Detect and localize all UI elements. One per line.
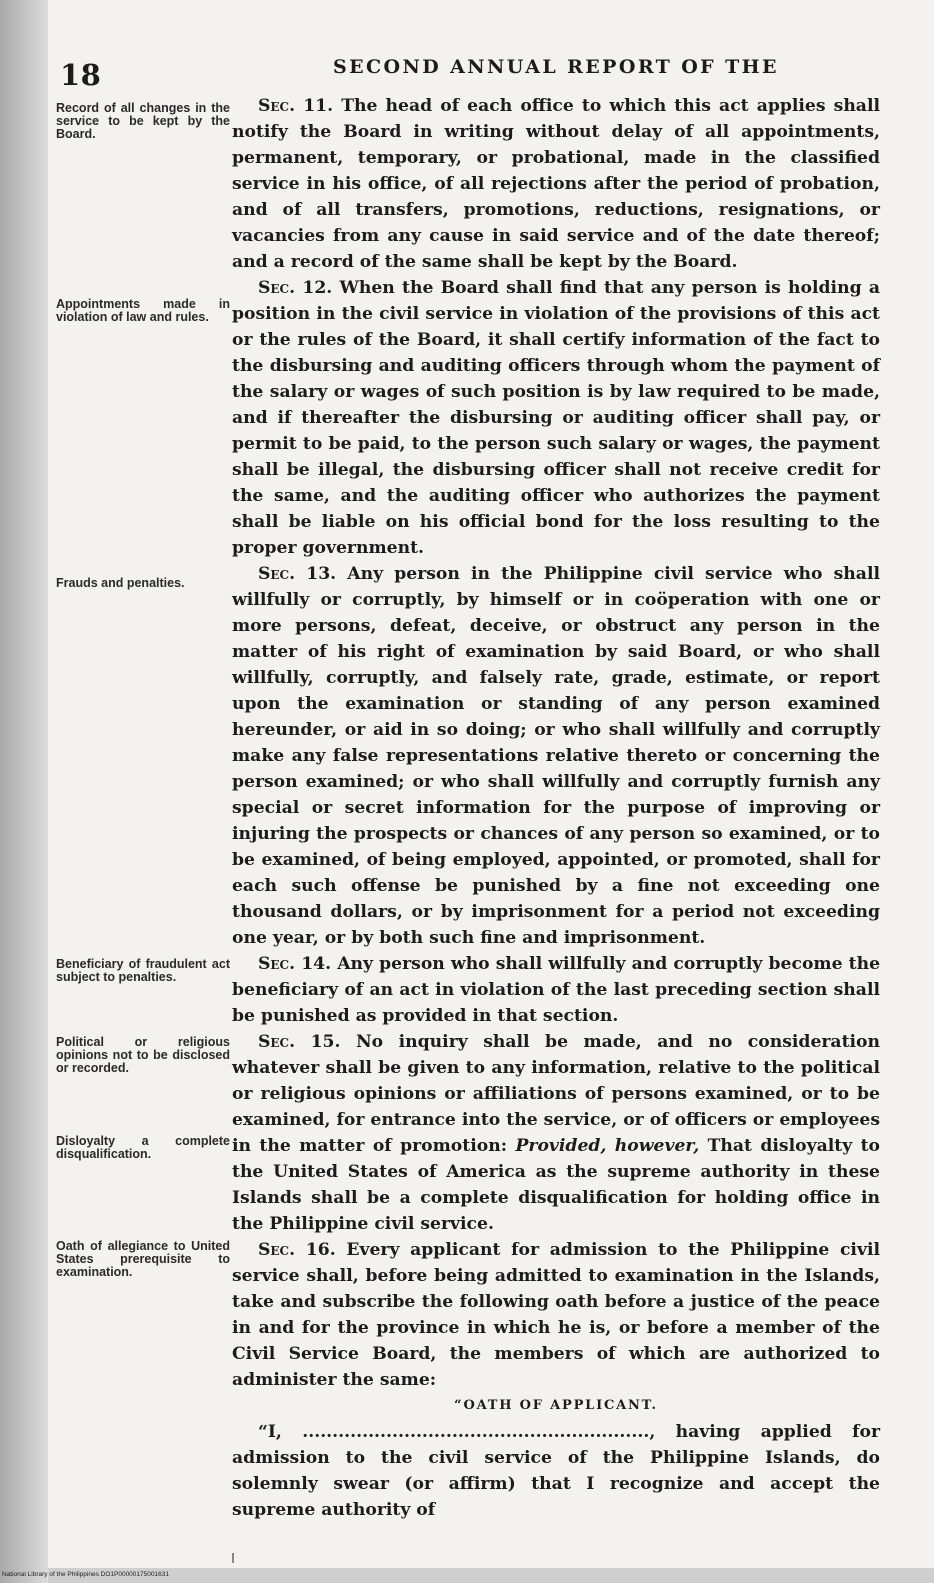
body-text bbox=[232, 93, 880, 1523]
section-text: No inquiry shall be made, and no consideration whatever shall be given to any information, relative to the political or religious opinions or affiliations of persons examined, or to be examined, for entrance into the service, or of officers or employees in the matter of promotion: bbox=[232, 1032, 880, 1156]
oath-opening: “I, bbox=[258, 1422, 282, 1442]
margin-note-oath-allegiance: Oath of allegiance to United States prerequisite to examination. bbox=[56, 1239, 230, 1279]
section-label: Sec. 14. bbox=[258, 954, 332, 974]
oath-body: , having applied for admission to the civil service of the Philippine Islands, do solemnly swear (or affirm) that I recognize and accept the supreme authority of bbox=[232, 1422, 881, 1520]
section-text: Every applicant for admission to the Philippine civil service shall, before being admitted to examination in the Islands, take and subscribe the following oath before a justice of the peace in and for the province in which he is, or before a member of the Civil Service Board, the members of which are authorized to administer the same: bbox=[232, 1240, 880, 1390]
scan-mark bbox=[232, 1553, 234, 1563]
section-label: Sec. 16. bbox=[258, 1240, 336, 1260]
section-14 bbox=[232, 951, 880, 1029]
section-text: When the Board shall find that any person is holding a position in the civil service in violation of the provisions of this act or the rules of the Board, it shall certify information of the fact to the disbursing and auditing officers through whom the payment of the salary or wages of such position is by law required to be made, and if thereafter the disbursing or auditing officer shall pay, or permit to be paid, to the person such salary or wages, the payment shall be illegal, the disbursing officer shall not receive credit for the same, and the auditing officer who authorizes the payment shall be liable on his official bond for the loss resulting to the proper government. bbox=[232, 278, 881, 558]
oath-text bbox=[232, 1419, 880, 1523]
margin-note-appointments-violation: Appointments made in violation of law and rules. bbox=[56, 297, 230, 324]
page-number: 18 bbox=[60, 58, 102, 92]
margin-note-record-of-changes: Record of all changes in the service to be kept by the Board. bbox=[56, 101, 230, 141]
section-11 bbox=[232, 93, 880, 275]
section-label: Sec. 12. bbox=[258, 278, 333, 298]
section-text: Any person in the Philippine civil service who shall willfully or corruptly, by himself or in coöperation with one or more persons, defeat, deceive, or obstruct any person in the matter of his right of examination by said Board, or who shall willfully, corruptly, and falsely rate, grade, estimate, or report upon the examination or standing of any person examined hereunder, or aid in so doing; or who shall willfully and corruptly make any false representations relative thereto or concerning the person examined; or who shall willfully and corruptly furnish any special or secret information for the purpose of improving or injuring the prospects or chances of any person so examined, or to be examined, of being employed, appointed, or promoted, shall for each such offense be punished by a fine not exceeding one thousand dollars, or by imprisonment for a period not exceeding one year, or by both such fine and imprisonment. bbox=[232, 564, 880, 948]
oath-heading: “OATH OF APPLICANT. bbox=[454, 1398, 658, 1413]
running-head: SECOND ANNUAL REPORT OF THE bbox=[333, 56, 779, 78]
section-label: Sec. 15. bbox=[258, 1032, 341, 1052]
section-text: That disloyalty to the United States of America as the supreme authority in these Islands shall be a complete disqualification for holding office in the Philippine civil service. bbox=[232, 1136, 880, 1234]
section-label: Sec. 11. bbox=[258, 96, 334, 116]
margin-note-political-opinions: Political or religious opinions not to be disclosed or recorded. bbox=[56, 1035, 230, 1075]
footer-source: National Library of the Philippines DO1P00000175001631 bbox=[2, 1571, 169, 1578]
margin-note-disloyalty: Disloyalty a complete disqualification. bbox=[56, 1134, 230, 1161]
section-12 bbox=[232, 275, 880, 561]
oath-blank-line: .......................................................... bbox=[302, 1422, 650, 1442]
section-label: Sec. 13. bbox=[258, 564, 337, 584]
margin-note-frauds-penalties: Frauds and penalties. bbox=[56, 576, 185, 590]
section-text: The head of each office to which this act applies shall notify the Board in writing without delay of all appointments, permanent, temporary, or probational, made in the classified service in his office, of all rejections after the period of probation, and of all transfers, promotions, reductions, resignations, or vacancies from any cause in said service and of the date thereof; and a record of the same shall be kept by the Board. bbox=[232, 96, 881, 272]
section-16 bbox=[232, 1237, 880, 1393]
section-13 bbox=[232, 561, 880, 951]
section-15 bbox=[232, 1029, 880, 1237]
margin-note-beneficiary: Beneficiary of fraudulent act subject to penalties. bbox=[56, 957, 230, 984]
proviso: Provided, however, bbox=[515, 1136, 700, 1156]
scan-edge bbox=[0, 0, 48, 1583]
section-text: Any person who shall willfully and corruptly become the beneficiary of an act in violation of the last preceding section shall be punished as provided in that section. bbox=[232, 954, 881, 1026]
